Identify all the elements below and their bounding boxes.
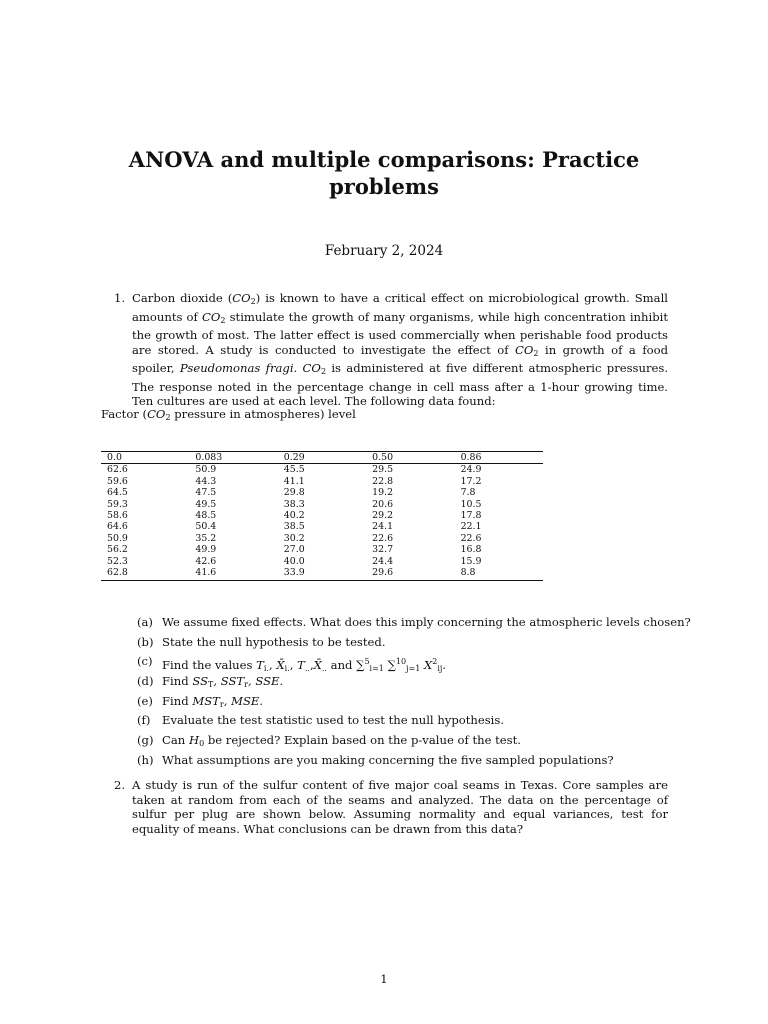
question-text-part: . [442,658,447,673]
document-date: February 2, 2024 [324,243,444,259]
table-cell: 50.9 [107,532,128,544]
table-cell: 48.5 [195,510,217,522]
math-subscript: 0 [199,739,205,749]
question-text [162,694,263,712]
table-cell: 16.8 [460,544,482,556]
question-text-part: Find [162,674,193,689]
question-text: State the null hypothesis to be tested. [162,634,386,649]
table-header-cell: 0.86 [460,452,482,463]
table-cell: 45.5 [283,464,305,476]
table-cell: 29.2 [372,510,394,522]
table-row [101,464,543,476]
question-h [137,753,677,773]
table-cell: 44.3 [195,475,217,487]
math-subscript: i=1 [369,664,384,674]
question-text [162,674,283,692]
co2-subscript: 2 [250,297,256,306]
math-subscript: ij [437,664,443,674]
table-cell: 17.2 [460,475,482,487]
co2-symbol: CO [302,361,321,375]
question-text [162,733,521,751]
table-cell: 40.0 [283,555,305,567]
table-row [101,487,543,498]
question-label: (g) [137,733,154,748]
question-b [137,635,677,655]
table-cell: 64.5 [107,487,128,499]
table-cell: 41.6 [189,567,277,581]
table-cell: 24.9 [460,464,482,476]
math-symbol: , SSE. [247,674,284,689]
math-subscript: r [219,699,224,709]
table-cell: 29.6 [366,567,454,581]
table-cell: 22.6 [372,532,394,544]
p1-text-part: ) is known to have a critical effect on microbiological growth. Small amounts of [132,291,668,324]
factor-label-part: Factor ( [101,407,148,421]
question-label: (e) [137,693,153,708]
co2-symbol: CO [515,342,534,357]
p1-text-part: is administered at five different atmospheric pressures. The response noted in the percentage change in cell mass after a 1-hour growing time. Ten cultures are used at each level. The following data found: [132,361,668,408]
math-subscript: i. [284,664,290,674]
table-header-row [101,452,543,464]
problem-2-number: 2. [114,778,126,792]
table-cell: 38.5 [283,521,305,533]
table-cell: 56.2 [107,544,128,556]
question-label: (b) [137,634,154,649]
table-cell: 64.6 [107,521,128,533]
math-superscript: 2 [432,657,438,667]
table-cell: 29.5 [372,464,394,476]
math-subscript: i. [263,664,269,674]
table-cell: 10.5 [460,498,482,510]
table-row [101,567,543,581]
problem-1-number: 1. [114,291,126,305]
math-subscript: .. [304,664,310,674]
question-label: (f) [137,713,151,728]
table-cell: 59.6 [107,475,128,487]
question-text-part: Find the values [162,658,257,673]
table-row [101,476,543,487]
table-cell: 47.5 [195,487,217,499]
question-text: What assumptions are you making concerning the five sampled populations? [162,752,614,767]
math-superscript: 5 [364,657,370,667]
math-symbol: X [424,658,433,673]
table-row [101,499,543,510]
page-number: 1 [380,972,388,986]
question-text: Find the values $T_{i.}$, $X̄_{i.}$, $T_{..},X̄_{..}$ and ∑$^5_{i=1}$ ∑$^{10}_{j=1}$ $X^2_{ij}$. [162,657,447,674]
math-symbol: T [256,658,264,673]
table-row [101,521,543,532]
data-table [101,451,543,581]
table-cell: 40.2 [283,510,305,522]
co2-subscript: 2 [320,367,327,376]
p1-text-part: stimulate the growth of many organisms, while high concentration inhibit the growth of most. The latter effect is used commercially when perishable food products are stored. A study is conducted to investigate the effect of [132,309,668,357]
table-cell: 7.8 [460,487,476,499]
table-cell: 22.6 [460,532,482,544]
co2-subscript: 2 [165,413,171,422]
factor-label-part: pressure in atmospheres) level [170,407,356,421]
table-cell: 62.6 [107,464,128,476]
table-cell: 19.2 [372,487,394,499]
co2-subscript: 2 [220,315,226,325]
problem-1-text [132,291,668,409]
problem-2-text: A study is run of the sulfur content of five major coal seams in Texas. Core samples are taken at random from each of the seams and analyzed. The data on the percentage of sulfur per plug are shown below. Assuming normality and equal variances, test for equality of means. What conclusions can be drawn from this data? [132,778,668,836]
species-name: Pseudomonas fragi [179,361,294,375]
table-cell: 50.9 [195,464,217,476]
p1-text-part: . [293,361,303,375]
p1-text-part: in growth of a food spoiler, [132,342,668,375]
sum-symbol: ∑ [387,658,396,673]
co2-symbol: CO [147,407,166,421]
question-c [137,654,677,674]
math-subscript: .. [321,664,327,674]
table-cell: 24.4 [372,555,394,567]
co2-symbol: CO [232,291,251,305]
table-cell: 27.0 [283,544,305,556]
math-symbol: , SST [213,674,245,689]
table-cell: 42.6 [195,555,217,567]
question-g [137,733,677,753]
page-title: ANOVA and multiple comparisons: Practice problems [128,147,640,199]
table-cell: 49.5 [195,498,217,510]
table-cell: 20.6 [372,498,394,510]
table-cell: 35.2 [195,532,217,544]
math-subscript: r [244,680,248,690]
table-cell: 17.8 [460,510,482,522]
table-header-cell: 0.29 [283,452,305,463]
table-cell: 50.4 [195,521,217,533]
question-f [137,713,677,733]
table-header-cell: 0.50 [372,452,394,463]
table-cell: 52.3 [107,555,128,567]
math-symbol: X̄ [313,658,322,673]
question-label: (h) [137,752,154,767]
factor-label [101,407,356,422]
math-symbol: H [188,733,200,748]
table-cell: 22.1 [460,521,482,533]
math-symbol: MST [192,693,220,708]
table-cell: 30.2 [283,532,305,544]
table-cell: 32.7 [372,544,394,556]
question-text: We assume fixed effects. What does this imply concerning the atmospheric levels chosen? [162,615,691,629]
table-row [101,544,543,555]
question-text-part: Can [162,733,189,748]
question-label: (a) [137,615,153,629]
table-cell: 49.9 [195,544,217,556]
table-cell: 8.8 [455,567,543,581]
co2-symbol: CO [201,309,221,324]
table-cell: 29.8 [283,487,305,499]
math-symbol: , MSE. [223,693,264,708]
question-text: Evaluate the test statistic used to test the null hypothesis. [162,713,505,728]
table-cell: 58.6 [107,510,128,522]
table-cell: 38.3 [283,498,305,510]
table-cell: 62.8 [101,567,189,581]
table-cell: 22.8 [372,475,394,487]
question-text-part: be rejected? Explain based on the p-value of the test. [204,733,521,748]
question-list [137,615,691,773]
math-superscript: 10 [395,657,407,667]
question-label: (c) [137,654,153,669]
table-cell: 59.3 [107,498,128,510]
table-cell: 33.9 [278,567,366,581]
table-row [101,556,543,567]
sum-symbol: ∑ [356,658,365,673]
table-header-cell: 0.0 [107,452,122,463]
table-cell: 41.1 [283,475,305,487]
table-row [101,533,543,544]
question-a [137,615,691,635]
co2-subscript: 2 [533,348,539,358]
p1-text-part: Carbon dioxide ( [132,291,233,305]
question-label: (d) [137,674,154,689]
question-text-part: and [326,658,357,673]
table-row [101,510,543,521]
math-subscript: T [208,680,214,690]
question-d [137,674,677,694]
table-cell: 15.9 [460,555,482,567]
math-symbol: SS [192,674,209,689]
math-symbol: X̄ [276,658,285,673]
question-text-part: Find [162,693,193,708]
math-symbol: T [297,658,305,673]
table-cell: 24.1 [372,521,394,533]
question-e [137,694,677,714]
math-subscript: j=1 [406,664,421,674]
table-header-cell: 0.083 [195,452,223,463]
